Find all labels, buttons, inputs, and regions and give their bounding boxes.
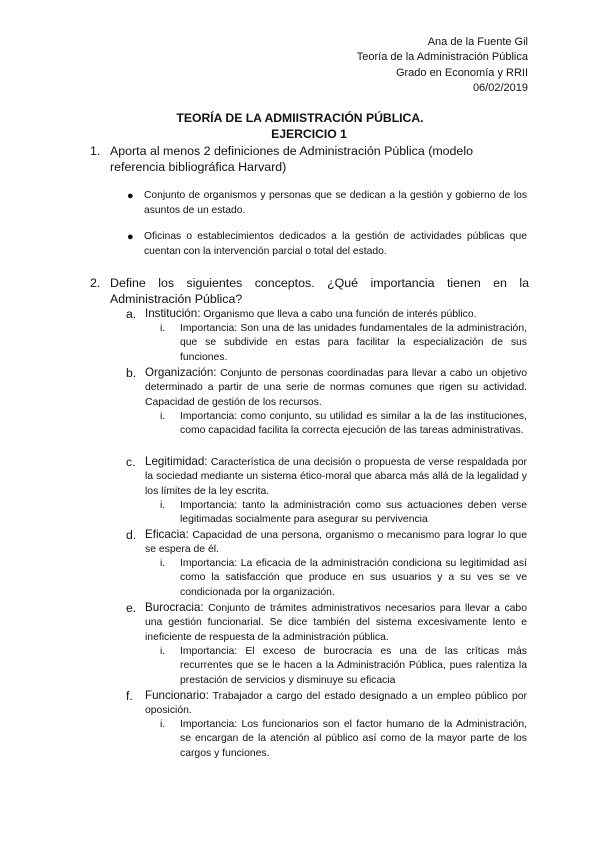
bullet-text: Conjunto de organismos y personas que se dedican a la gestión y gobierno de los asuntos de un estado.: [144, 190, 527, 216]
item-importance: Importancia: Son una de las unidades fundamentales de la administración, que se subdivide en estas para facilitar la especialización de sus funciones.: [180, 323, 527, 363]
importance-numeral: i.: [160, 646, 166, 657]
document-title: [0, 110, 600, 142]
question-1-text: Aporta al menos 2 definiciones de Administración Pública (modelo referencia bibliográfica Harvard): [110, 144, 473, 175]
item-definition: [145, 528, 527, 558]
importance-numeral: i.: [160, 719, 166, 730]
title-line-2: EJERCICIO 1: [271, 127, 347, 141]
item-label: Eficacia:: [145, 528, 189, 541]
item-importance: Importancia: El exceso de burocracia es una de las críticas más recurrentes que se le hacen a la Administración Pública, pues ralentiza la prestación de servicios y disminuye su eficacia: [180, 646, 527, 686]
item-letter: b.: [126, 366, 137, 380]
importance-numeral: i.: [160, 411, 166, 422]
degree-name: Grado en Economía y RRII: [395, 66, 528, 79]
title-line-1: TEORÍA DE LA ADMIISTRACIÓN PÚBLICA.: [176, 111, 424, 125]
item-definition-text: Característica de una decisión o propuesta de verse respaldada por la sociedad mediante un sistema ético-moral que abarca más allá de la legalidad y los límites de la ley escrita.: [145, 457, 527, 497]
item-importance: Importancia: como conjunto, su utilidad es similar a la de las instituciones, como capacidad facilita la correcta ejecución de las tareas administrativas.: [180, 411, 527, 437]
item-label: Funcionario:: [145, 689, 209, 702]
item-definition: [145, 366, 527, 410]
importance-numeral: i.: [160, 558, 166, 569]
item-definition-text: Capacidad de una persona, organismo o mecanismo para lograr lo que se espera de él.: [145, 530, 527, 556]
item-definition: [145, 601, 527, 645]
item-definition: [145, 307, 527, 322]
importance-numeral: i.: [160, 323, 166, 334]
item-definition: [145, 455, 527, 499]
bullet-dot-icon: ●: [127, 231, 134, 243]
document-header: [357, 35, 528, 97]
item-letter: f.: [126, 689, 133, 703]
item-letter: c.: [126, 455, 136, 469]
item-definition-text: Conjunto de personas coordinadas para llevar a cabo un objetivo determinado a partir de una serie de normas comunes que rigen su actividad. Capacidad de gestión de los recursos.: [145, 368, 528, 408]
question-2-text: Define los siguientes conceptos. ¿Qué importancia tienen en la Administración Pública?: [110, 276, 529, 307]
question-1-number: 1.: [90, 144, 101, 158]
item-label: Legitimidad:: [145, 455, 208, 468]
item-letter: d.: [126, 528, 137, 542]
item-label: Institución:: [145, 307, 201, 320]
item-letter: e.: [126, 601, 137, 615]
item-importance: Importancia: tanto la administración como sus actuaciones deben verse legitimadas socialmente para asegurar su pervivencia: [180, 500, 527, 526]
importance-numeral: i.: [160, 500, 166, 511]
item-label: Burocracia:: [145, 601, 204, 614]
item-definition-text: Organismo que lleva a cabo una función de interés público.: [203, 309, 477, 320]
item-letter: a.: [126, 307, 137, 321]
author-name: Ana de la Fuente Gil: [427, 36, 528, 48]
item-importance: Importancia: La eficacia de la administración condiciona su legitimidad así como la satisfacción que produce en sus usuarios y a su ves se ve condicionada por la organización.: [180, 558, 527, 598]
bullet-dot-icon: ●: [127, 190, 134, 202]
item-importance: Importancia: Los funcionarios son el factor humano de la Administración, se encargan de la atención al público así como de la mayor parte de los cargos y funciones.: [180, 719, 527, 759]
item-definition-text: Trabajador a cargo del estado designado a un empleo público por oposición.: [145, 691, 528, 717]
question-2-number: 2.: [90, 276, 101, 290]
item-definition: [145, 689, 527, 719]
bullet-text: Oficinas o establecimientos dedicados a la gestión de actividades públicas que cuentan con la intervención parcial o total del estado.: [144, 231, 527, 257]
document-date: 06/02/2019: [472, 82, 528, 95]
item-definition-text: Conjunto de trámites administrativos necesarios para llevar a cabo una gestión funcionarial. Se dice también del sistema excesivamente lento e ineficiente de respuesta de la administración pública.: [145, 603, 527, 643]
item-label: Organización:: [145, 366, 217, 379]
course-name: Teoría de la Administración Pública: [356, 51, 528, 64]
